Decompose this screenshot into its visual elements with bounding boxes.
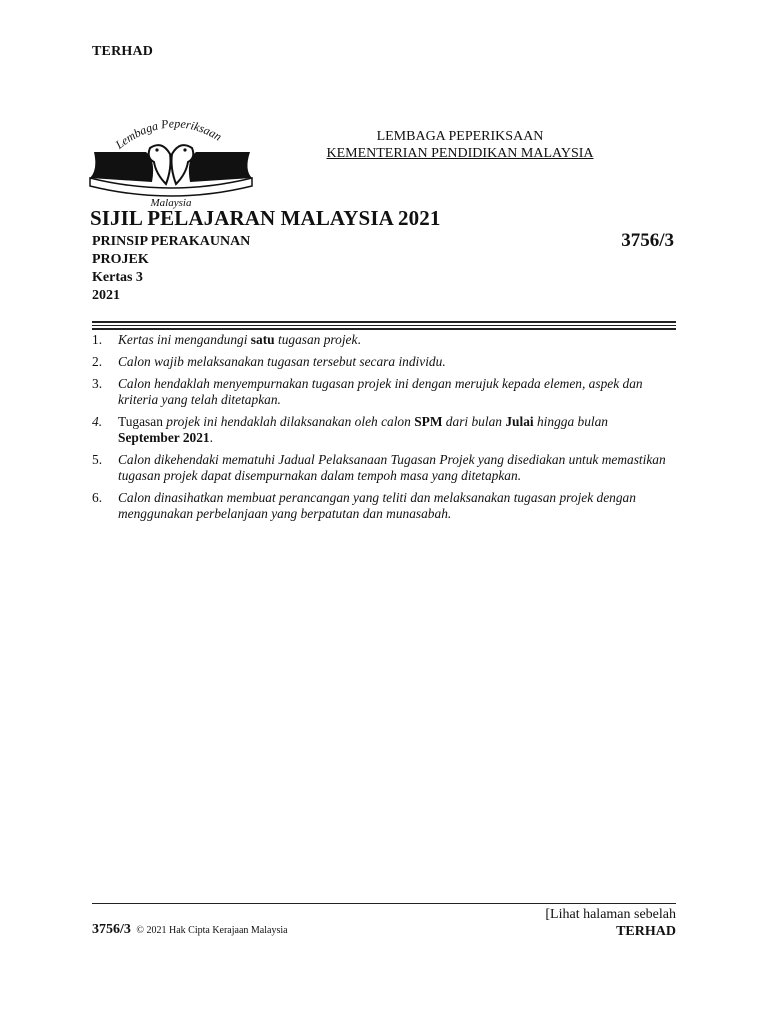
instruction-item <box>92 414 678 446</box>
instruction-text-part: satu <box>250 332 275 347</box>
instruction-text-part: Kertas ini mengandungi <box>118 332 251 347</box>
logo-arc-text: Lembaga Peperiksaan <box>112 116 225 152</box>
footer-rule <box>92 903 676 904</box>
instruction-text <box>118 376 678 408</box>
classification-top: TERHAD <box>92 44 154 59</box>
classification-bottom: TERHAD <box>616 924 676 939</box>
instruction-text-part: . <box>209 430 213 445</box>
instruction-text-part: Calon dinasihatkan membuat perancangan yang teliti dan melaksanakan tugasan projek dengan menggunakan perbelanjaan yang berpatutan dan munasabah. <box>118 490 636 521</box>
org-line-1: LEMBAGA PEPERIKSAAN <box>376 129 544 144</box>
instruction-item <box>92 490 678 522</box>
subject-name: PRINSIP PERAKAUNAN <box>92 234 251 249</box>
instruction-item <box>92 452 678 484</box>
paper-code: 3756/3 <box>621 230 674 251</box>
instruction-text-part: Tugasan <box>118 414 167 429</box>
instruction-item <box>92 354 678 370</box>
org-line-2: KEMENTERIAN PENDIDIKAN MALAYSIA <box>326 146 594 161</box>
instruction-text-part: tugasan projek <box>274 332 358 347</box>
instruction-number: 4. <box>92 414 103 429</box>
instruction-text-part: hingga bulan <box>533 414 609 429</box>
instruction-text-part: Julai <box>505 414 534 429</box>
instruction-text <box>118 332 678 348</box>
divider-rule <box>92 328 676 330</box>
instruction-text-part: Calon hendaklah menyempurnakan tugasan projek ini dengan merujuk kepada elemen, aspek dan kriteria yang telah ditetapkan. <box>118 376 643 407</box>
exam-title: SIJIL PELAJARAN MALAYSIA 2021 <box>90 206 441 230</box>
logo-bottom-text: Malaysia <box>150 197 192 209</box>
paper-type: PROJEK <box>92 252 149 267</box>
instruction-item <box>92 376 678 408</box>
footer-left <box>92 922 288 938</box>
instruction-text-part: dari bulan <box>442 414 506 429</box>
divider-rule <box>92 321 676 323</box>
copyright-text: © 2021 Hak Cipta Kerajaan Malaysia <box>136 925 288 936</box>
instructions-list <box>92 332 678 528</box>
instruction-text-part: September 2021 <box>118 430 210 445</box>
next-page-note: [Lihat halaman sebelah <box>545 907 676 922</box>
instruction-text-part: Calon dikehendaki mematuhi Jadual Pelaksanaan Tugasan Projek yang disediakan untuk memastikan tugasan projek dapat disempurnakan dalam tempoh masa yang ditetapkan. <box>118 452 666 483</box>
instruction-item <box>92 332 678 348</box>
organization-name <box>290 128 630 162</box>
instruction-number: 5. <box>92 452 103 467</box>
instruction-number: 3. <box>92 376 103 391</box>
divider-rule <box>92 325 676 327</box>
instruction-number: 1. <box>92 332 103 347</box>
instruction-text <box>118 452 678 484</box>
instruction-text <box>118 414 678 446</box>
instruction-text-part: . <box>357 332 361 347</box>
instruction-number: 2. <box>92 354 103 369</box>
logo-svg <box>86 112 256 210</box>
instruction-number: 6. <box>92 490 103 505</box>
footer-code: 3756/3 <box>92 922 131 937</box>
instruction-text <box>118 490 678 522</box>
instruction-text-part: projek ini hendaklah dilaksanakan oleh calon <box>166 414 415 429</box>
instruction-text <box>118 354 678 370</box>
exam-year: 2021 <box>92 288 120 303</box>
lembaga-peperiksaan-seal-icon <box>86 112 256 210</box>
footer-right <box>545 906 676 940</box>
instruction-text-part: Calon wajib melaksanakan tugasan tersebut secara individu. <box>118 354 446 369</box>
instruction-text-part: SPM <box>414 414 443 429</box>
paper-number: Kertas 3 <box>92 270 143 285</box>
